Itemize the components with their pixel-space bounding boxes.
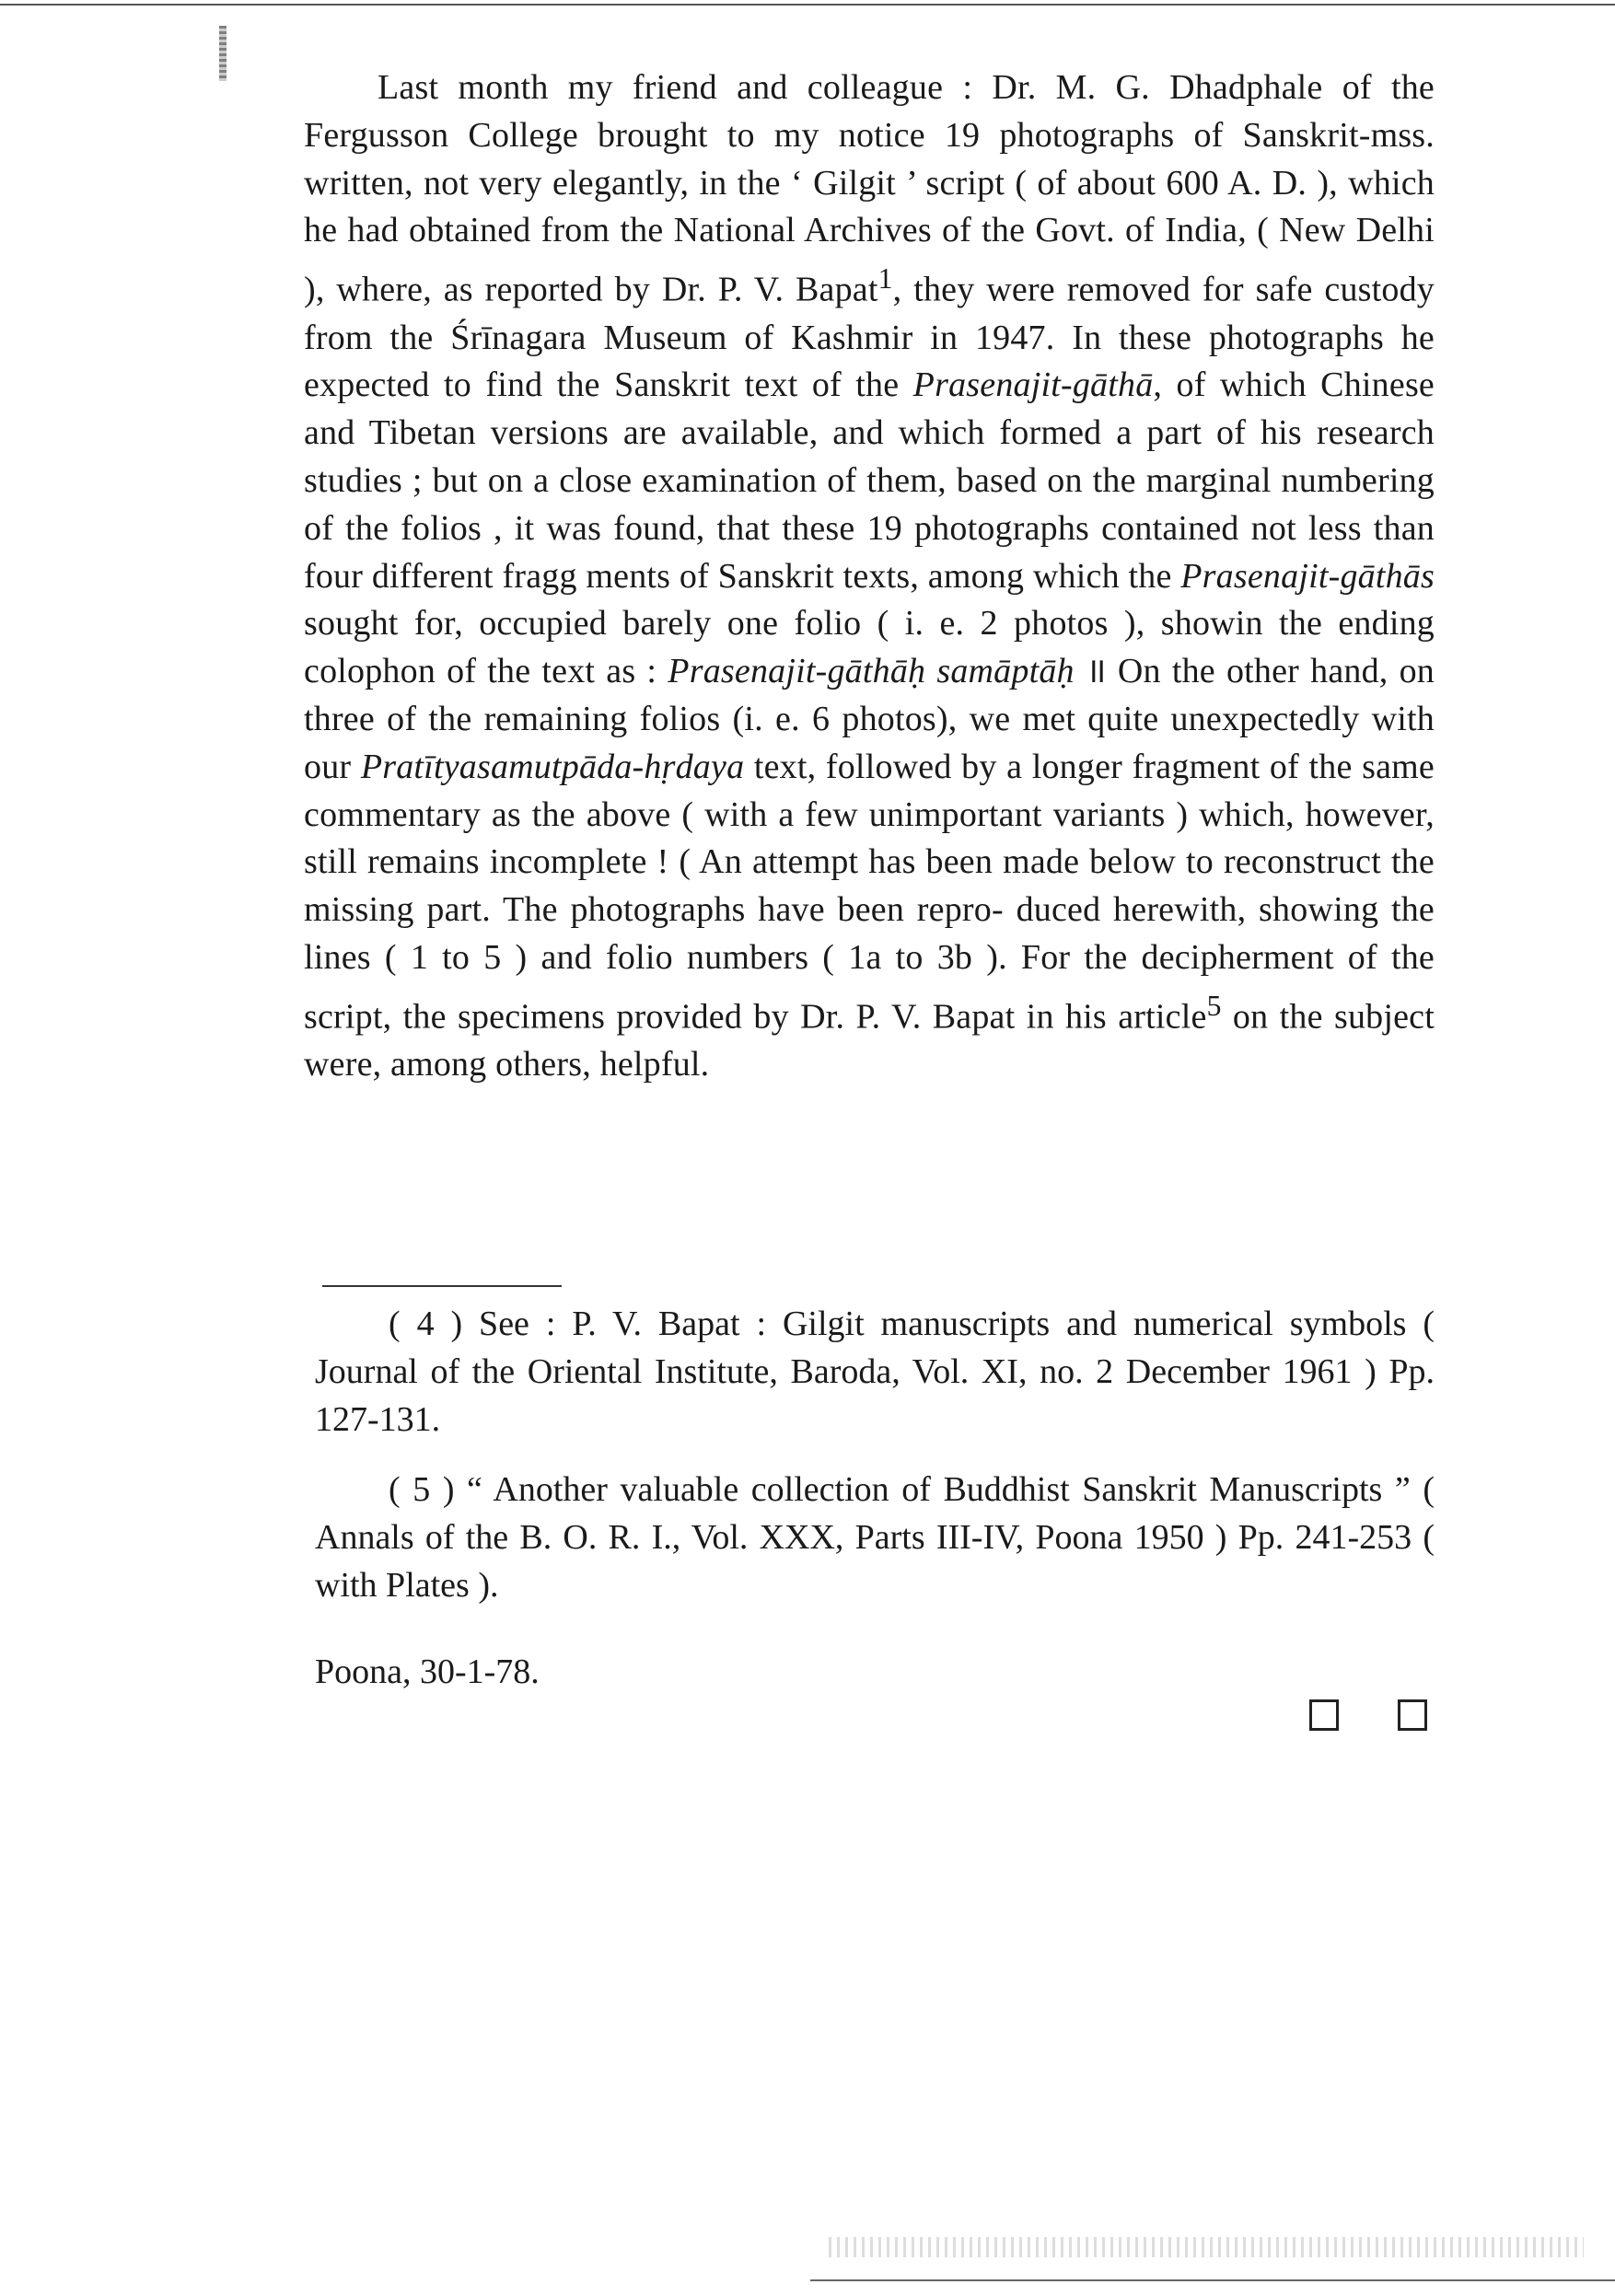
body-text-7: on the subject were, among others, helpful. [304, 997, 1435, 1084]
end-mark-box [1398, 1699, 1427, 1731]
page-bottom-rule [810, 2279, 1615, 2281]
page-top-rule [0, 4, 1615, 6]
scan-artifact [829, 2237, 1584, 2257]
body-text-1: Last month my friend and colleague : Dr. M. G. Dhadphale of the Fergusson College brought to my notice 19 photographs of Sanskrit-mss. written, not very elegantly, in the ‘ Gilgit ’ script ( of about 600 A. D. ), which he had obtained from the National Archives of the Govt. of India, ( New Delhi ), where, as reported by Dr. P. V. Bapat [304, 68, 1435, 309]
footnote-4-text: ( 4 ) See : P. V. Bapat : Gilgit manuscripts and numerical symbols ( Journal of the Oriental Institute, Baroda, Vol. XI, no. 2 December 1961 ) Pp. 127-131. [315, 1305, 1435, 1439]
footnote-ref-1: 1 [877, 262, 893, 296]
body-text-4: sought for, occupied barely one folio ( i. e. 2 photos ), showin the ending colophon of the text as : [304, 604, 1435, 691]
end-mark-box [1309, 1699, 1339, 1731]
footnote-ref-5: 5 [1206, 989, 1222, 1022]
place-date-signoff: Poona, 30-1-78. [315, 1652, 540, 1691]
footnote-5 [315, 1466, 1435, 1609]
title-prasenajit-gathas: Prasenajit-gāthās [1180, 556, 1435, 596]
scan-artifact [219, 26, 227, 81]
footnote-5-text: ( 5 ) “ Another valuable collection of Buddhist Sanskrit Manuscripts ” ( Annals of the B. O. R. I., Vol. XXX, Parts III-IV, Poona 1950 ) Pp. 241-253 ( with Plates ). [315, 1470, 1435, 1605]
body-paragraph [304, 64, 1435, 1089]
body-text-3: , of which Chinese and Tibetan versions are available, and which formed a part of his research studies ; but on a close examination of them, based on the marginal numbering of the folios , it was found, that these 19 photographs contained not less than four different fragg ments of Sanskrit texts, among which the [304, 365, 1435, 596]
footnote-separator [322, 1285, 562, 1287]
title-prasenajit-gatha: Prasenajit-gāthā [912, 365, 1154, 405]
colophon-text: Prasenajit-gāthāḥ samāptāḥ [668, 652, 1075, 691]
footnote-4 [315, 1300, 1435, 1444]
body-text-5: ॥ On the other hand, on three of the remaining folios (i. e. 6 photos), we met quite unexpectedly with our [304, 652, 1435, 786]
title-pratityasamutpada-hrdaya: Pratītyasamutpāda-hṛdaya [360, 747, 745, 786]
body-text-6: text, followed by a longer fragment of the same commentary as the above ( with a few unimportant variants ) which, however, still remains incomplete ! ( An attempt has been made below to reconstruct the missing part. The photographs have been repro- duced herewith, showing the lines ( 1 to 5 ) and folio numbers ( 1a to 3b ). For the decipherment of the script, the specimens provided by Dr. P. V. Bapat in his article [304, 747, 1435, 1037]
body-text-2: , they were removed for safe custody from the Śrīnagara Museum of Kashmir in 1947. In these photographs he expected to find the Sanskrit text of the [304, 270, 1435, 405]
